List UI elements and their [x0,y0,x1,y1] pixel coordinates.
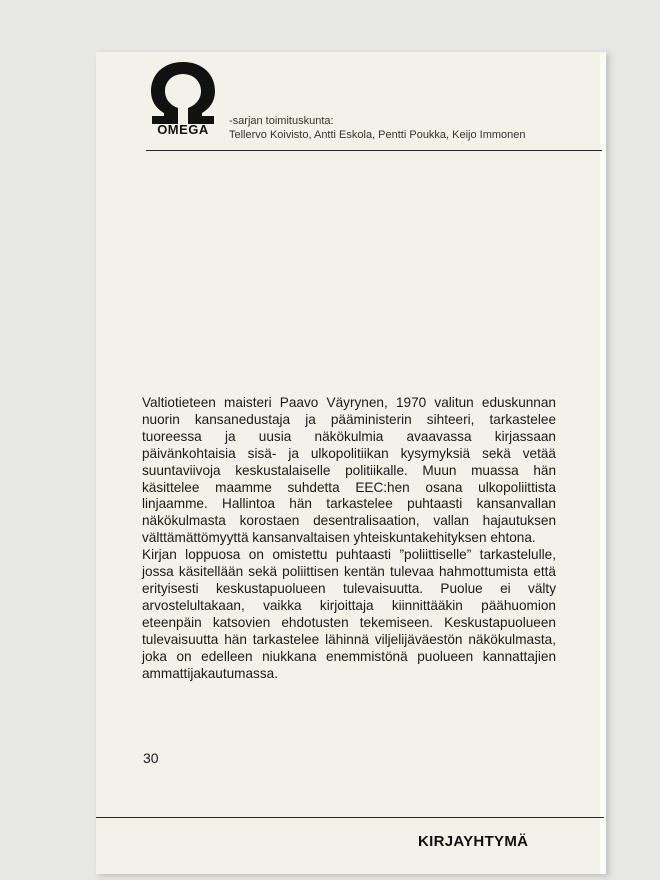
logo-wordmark: OMEGA [157,122,209,137]
series-editors [229,114,526,142]
book-blurb [142,395,556,682]
top-divider [146,150,602,151]
blurb-paragraph-2: Kirjan loppuosa on omistettu puhtaasti ”poliittiselle” tarkastelulle, jossa käsitellään sekä poliittisen kentän tulevaa hahmottumista että erityisesti keskustapuolueen tulevaisuutta. Puolue ei välty arvostelultakaan, vaikka kirjoittaja kiinnittääkin päähuomion eteenpäin katsovien ehdotusten tekemiseen. Keskustapuolueen tulevaisuutta hän tarkastelee lähinnä viljelijäväestön näkökulmasta, joka on edelleen niukkana enemmistönä puolueen kannattajien ammattijakautumassa. [142,547,556,681]
blurb-paragraph-1: Valtiotieteen maisteri Paavo Väyrynen, 1970 valitun eduskunnan nuorin kansanedustaja ja pääministerin sihteeri, tarkastelee tuoreessa ja uusia näkökulmia avaavassa kirjassaan päivänkohtaisia sisä- ja ulkopolitiikan kysymyksiä sekä vetää suuntaviivoja keskustalaiselle politiikalle. Muun muassa hän käsittelee maamme suhdetta EEC:hen osana ulkopoliittista linjaamme. Hallintoa hän tarkastelee puhtaasti kansanvallan näkökulmasta korostaen desentralisaation, vallan hajautuksen välttämättömyyttä kansanvaltaisen yhteiskuntakehityksen ehtona. [142,395,556,546]
series-number: 30 [143,750,159,766]
cover-edge [600,52,606,874]
series-label: -sarjan toimituskunta: [229,115,334,127]
publisher-name: KIRJAYHTYMÄ [418,833,529,850]
series-editor-names: Tellervo Koivisto, Antti Eskola, Pentti Poukka, Keijo Immonen [229,129,526,141]
bottom-divider [96,817,604,818]
